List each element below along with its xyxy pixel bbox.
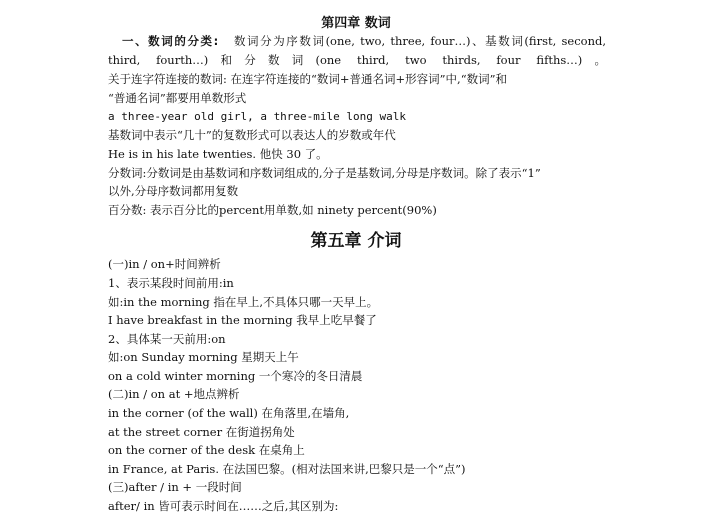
hyphen-example: a three-year old girl, a three-mile long walk bbox=[108, 110, 407, 123]
hyphen-line-1: 关于连字符连接的数词: 在连字符连接的“数词+普通名词+形容词”中,“数词”和 bbox=[108, 72, 507, 86]
fraction-line-1: 分数词:分数词是由基数词和序数词组成的,分子是基数词,分母是序数词。除了表示“1” bbox=[108, 166, 541, 180]
hyphen-line-2: “普通名词”都要用单数形式 bbox=[108, 91, 247, 105]
ch5-line: (一)in / on+时间辨析 bbox=[108, 257, 221, 271]
ch5-line: at the street corner 在街道拐角处 bbox=[108, 425, 295, 439]
chapter-4-title: 第四章 数词 bbox=[321, 16, 391, 31]
ch5-line: on a cold winter morning 一个寒冷的冬日清晨 bbox=[108, 369, 363, 383]
ch5-line: after/ in 皆可表示时间在……之后,其区别为: bbox=[108, 499, 339, 513]
classification-line-2: third, fourth…)和分数词(one third, two thirds, four fifths…)。 bbox=[108, 53, 606, 67]
ch5-line: in France, at Paris. 在法国巴黎。(相对法国来讲,巴黎只是一个“点”) bbox=[108, 462, 466, 476]
ch5-line: (三)after / in + 一段时间 bbox=[108, 480, 242, 494]
ch5-line: 如:on Sunday morning 星期天上午 bbox=[108, 350, 299, 364]
classification-line-1 bbox=[122, 33, 606, 49]
ch5-line: I have breakfast in the morning 我早上吃早餐了 bbox=[108, 313, 377, 327]
ch5-line: on the corner of the desk 在桌角上 bbox=[108, 443, 305, 457]
chapter-5-title: 第五章 介词 bbox=[310, 231, 402, 251]
fraction-line-2: 以外,分母序数词都用复数 bbox=[108, 184, 239, 198]
ch5-line: 如:in the morning 指在早上,不具体只哪一天早上。 bbox=[108, 295, 379, 309]
ch5-line: 2、具体某一天前用:on bbox=[108, 332, 226, 346]
ch5-line: in the corner (of the wall) 在角落里,在墙角, bbox=[108, 406, 350, 420]
percent-line: 百分数: 表示百分比的percent用单数,如 ninety percent(90%) bbox=[108, 203, 437, 217]
ch5-line: (二)in / on at +地点辨析 bbox=[108, 387, 240, 401]
age-example: He is in his late twenties. 他快 30 了。 bbox=[108, 147, 328, 161]
classification-label: 一、数词的分类: bbox=[122, 34, 219, 48]
cardinal-plural-rule: 基数词中表示“几十”的复数形式可以表达人的岁数或年代 bbox=[108, 128, 396, 142]
classification-text: 数词分为序数词(one, two, three, four…)、基数词(first, second, bbox=[233, 34, 606, 48]
ch5-line: 1、表示某段时间前用:in bbox=[108, 276, 234, 290]
